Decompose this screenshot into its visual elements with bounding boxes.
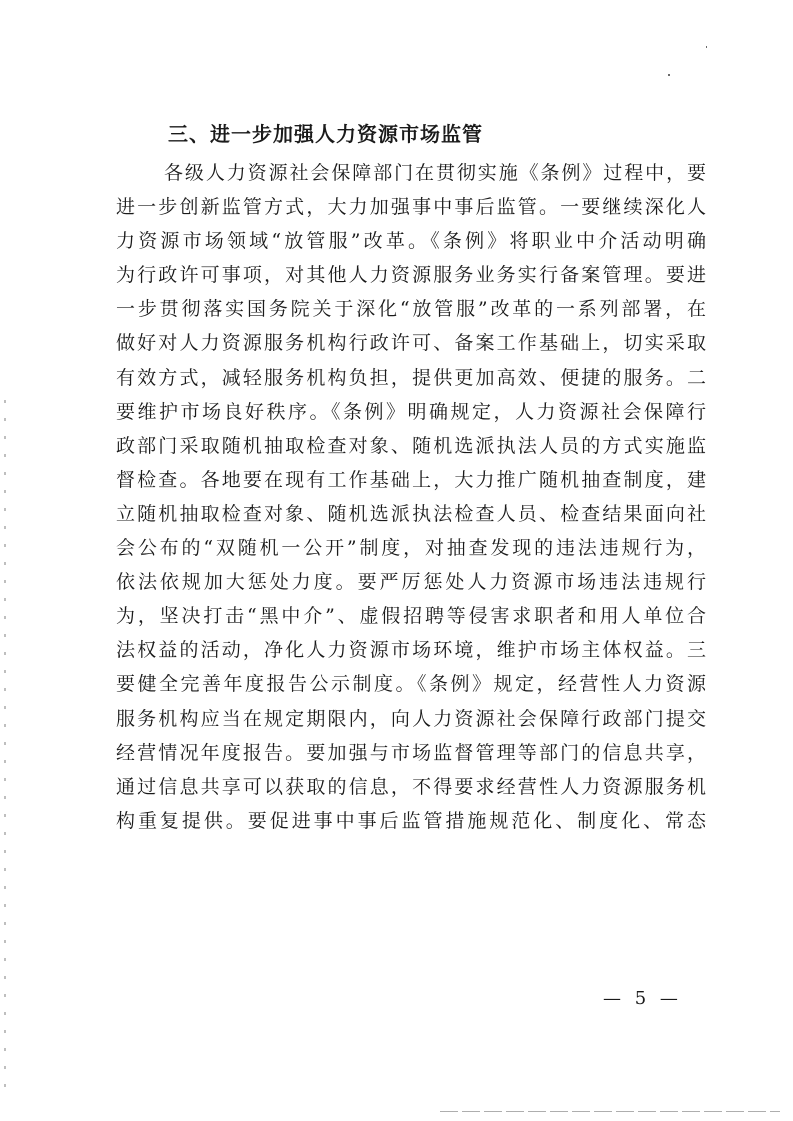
text-line: 要维护市场良好秩序。《条例》明确规定，人力资源社会保障行 (116, 400, 706, 423)
text-line: 督检查。各地要在现有工作基础上，大力推广随机抽查制度，建 (116, 468, 706, 491)
scan-speck (706, 46, 707, 48)
text-line: 力资源市场领域“放管服”改革。《条例》将职业中介活动明确 (116, 230, 706, 253)
text-line: 经营情况年度报告。要加强与市场监督管理等部门的信息共享， (116, 741, 706, 764)
text-line: 依法依规加大惩处力度。要严厉惩处人力资源市场违法违规行 (116, 571, 706, 594)
text-line: 为行政许可事项，对其他人力资源服务业务实行备案管理。要进 (116, 264, 706, 287)
scan-speck (668, 74, 670, 76)
text-line: 服务机构应当在规定期限内，向人力资源社会保障行政部门提交 (116, 707, 706, 730)
text-line: 政部门采取随机抽取检查对象、随机选派执法人员的方式实施监 (116, 434, 706, 457)
page-number: — 5 — (603, 988, 682, 1009)
text-line: 为，坚决打击“黑中介”、虚假招聘等侵害求职者和用人单位合 (116, 605, 706, 628)
scan-edge-marks (4, 400, 6, 1100)
text-line: 进一步创新监管方式，大力加强事中事后监管。一要继续深化人 (116, 196, 706, 219)
text-line: 构重复提供。要促进事中事后监管措施规范化、制度化、常态 (116, 809, 706, 832)
text-line: 一步贯彻落实国务院关于深化“放管服”改革的一系列部署，在 (116, 298, 706, 321)
text-line: 要健全完善年度报告公示制度。《条例》规定，经营性人力资源 (116, 673, 706, 696)
text-line: 做好对人力资源服务机构行政许可、备案工作基础上，切实采取 (116, 332, 706, 355)
scan-bottom-rule (440, 1111, 780, 1112)
text-line: 立随机抽取检查对象、随机选派执法检查人员、检查结果面向社 (116, 502, 706, 525)
text-line: 通过信息共享可以获取的信息，不得要求经营性人力资源服务机 (116, 775, 706, 798)
body-paragraph (116, 156, 706, 838)
text-line: 会公布的“双随机一公开”制度，对抽查发现的违法违规行为， (116, 537, 706, 560)
text-line: 各级人力资源社会保障部门在贯彻实施《条例》过程中，要 (164, 162, 706, 184)
text-line: 有效方式，减轻服务机构负担，提供更加高效、便捷的服务。二 (116, 366, 706, 389)
text-line: 法权益的活动，净化人力资源市场环境，维护市场主体权益。三 (116, 639, 706, 662)
section-heading: 三、进一步加强人力资源市场监管 (168, 122, 483, 146)
